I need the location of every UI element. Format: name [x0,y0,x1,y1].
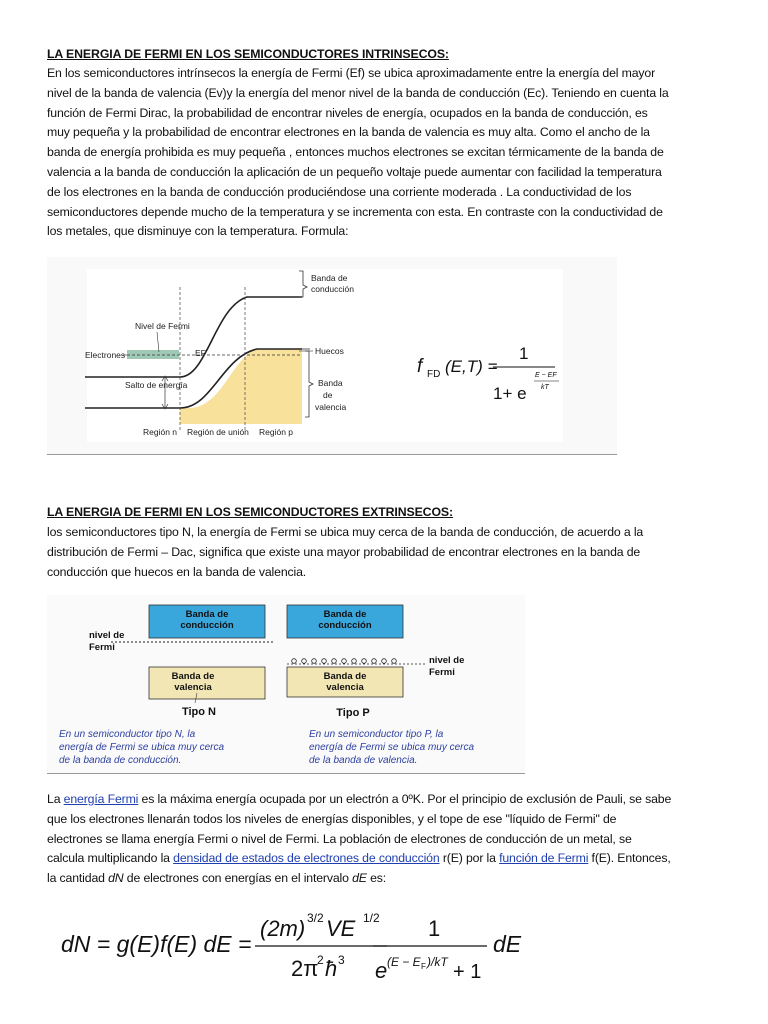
text-span: es la máxima energía ocupada por un electrón a 0ºK. Por el principio de exclusión de Pauli, se sabe [138,792,672,806]
eq-den2-plus: + 1 [453,961,482,983]
label-banda-valencia-1: Banda [318,378,343,388]
eq-num1-rest: VE [326,916,356,941]
text-span: f(E). Entonces, [588,851,671,866]
eq-rhs: dE [493,931,522,957]
caption-p-line: de la banda de valencia. [309,755,418,766]
text-span: La [47,792,64,806]
label-conduction-n-2: conducción [180,620,234,631]
eq-den2-exp: (E − E [387,955,421,969]
paragraph-extrinsecos [47,523,719,582]
label-nivel-fermi-n-1: nivel de [89,630,125,641]
paragraph-line: banda de energía prohibida es muy pequeña , entonces muchos electrones se excitan térmicamente de la banda de [47,145,664,160]
paragraph-intrinsecos [47,64,719,242]
eq-den2-exp-rest: )/kT [427,955,448,969]
paragraph-line: conducción que huecos en la banda de valencia. [47,564,307,579]
label-region-n: Región n [143,427,178,437]
paragraph-line: distribución de Fermi – Dac, significa que existe una mayor probabilidad de encontrar electrones en la banda de [47,544,641,559]
caption-n-line: En un semiconductor tipo N, la [59,729,196,740]
paragraph-line: de los electrones en la banda de conducción produciéndose una corriente moderada . La conductividad de los [47,184,632,199]
paragraph-line: los semiconductores tipo N, la energía de Fermi se ubica muy cerca de la banda de conducción, de acuerdo a la [47,525,644,539]
label-region-union: Región de unión [187,427,249,437]
paragraph-line: valencia a la banda de conducción la aplicación de un pequeño voltaje puede aumentar con facilidad la temperatura [47,164,662,179]
label-huecos: Huecos [315,346,344,356]
label-banda-valencia-2: de [323,390,333,400]
eq-num2: 1 [428,916,441,941]
eq-den1-exp: 2 [317,953,324,967]
label-tipo-p: Tipo P [336,707,370,719]
eq-num1: (2m) [260,916,306,941]
paragraph-line [47,849,719,869]
fermi-level-pn-figure [47,257,617,455]
formula-subscript: FD [427,369,441,380]
var-dn: dN [108,871,124,886]
caption-p-line: energía de Fermi se ubica muy cerca [309,742,475,753]
band-diagram-svg [47,257,617,454]
label-valence-n-2: valencia [174,682,212,693]
extrinsic-bands-svg [47,595,525,773]
paragraph-line: electrones se llama energía Fermi o nivel de Fermi. La población de electrones de conducción de un metal, se [47,831,632,846]
text-span: es: [366,871,387,886]
text-span: la cantidad [47,871,109,886]
formula-lhs: f [417,356,423,377]
electrons-block [127,350,179,359]
label-conduction-n-1: Banda de [185,609,229,620]
paragraph-line: función de Fermi Dirac, la probabilidad de encontrar niveles de energía, ocupados en la banda de conducción, es [47,105,648,120]
label-conduction-p-2: conducción [318,620,372,631]
paragraph-line: que los electrones llenarán todos los niveles de energías disponibles, y el tope de ese "líquido de Fermi" de [47,811,617,826]
label-tipo-n: Tipo N [181,706,217,718]
eq-num1-rest-exp: 1/2 [363,911,380,925]
section-heading-extrinsecos: LA ENERGIA DE FERMI EN LOS SEMICONDUCTORES EXTRINSECOS: [47,505,454,519]
label-region-p: Región p [259,427,294,437]
paragraph-line: los metales, que disminuye con la temperatura. Formula: [47,224,349,239]
formula-exp-top: E − EF [535,372,557,379]
label-nivel-fermi-p-2: Fermi [429,667,455,678]
electron-count-equation [55,900,575,990]
paragraph-energia-fermi [47,790,719,889]
paragraph-line: muy pequeña y la probabilidad de encontrar electrones en la banda de valencia es muy alta. Como el ancho de la [47,125,650,140]
caption-p-line: En un semiconductor tipo P, la [309,729,444,740]
eq-den1-rest-exp: 3 [338,953,345,967]
eq-den2-exp-sub: F [421,962,426,971]
extrinsic-semiconductor-figure [47,595,525,774]
eq-num1-exp: 3/2 [307,911,324,925]
text-span: calcula multiplicando la [47,851,174,866]
label-conduction-p-1: Banda de [323,609,367,620]
label-electrones: Electrones [85,350,126,360]
label-banda-conduccion-1: Banda de [311,273,348,283]
formula-denominator: 1+ e [493,384,527,403]
paragraph-line: En los semiconductores intrínsecos la energía de Fermi (Ef) se ubica aproximadamente entre la energía del mayor [47,66,656,80]
caption-n-line: energía de Fermi se ubica muy cerca [59,742,225,753]
eq-den1: 2π [291,956,319,981]
text-span: r(E) por la [439,851,500,866]
link-funcion-fermi[interactable]: función de Fermi [499,851,589,866]
paragraph-line [47,790,719,810]
var-de: dE [352,871,367,886]
paragraph-line: nivel de la banda de valencia (Ev)y la energía del menor nivel de la banda de conducción (Ec). Teniendo en cuenta la [47,85,669,100]
label-valence-p-1: Banda de [323,671,367,682]
label-nivel-fermi-p-1: nivel de [429,655,465,666]
link-densidad-estados[interactable]: densidad de estados de electrones de conducción [173,851,440,866]
eq-den1-rest: ħ [325,956,338,981]
formula-numerator: 1 [519,344,529,363]
eq-den2: e [375,958,388,983]
label-banda-conduccion-2: conducción [311,284,355,294]
formula-exp-bottom: kT [541,384,549,391]
formula-args: (E,T) = [445,357,498,376]
link-energia-fermi[interactable]: energía Fermi [63,792,139,806]
label-nivel-fermi: Nivel de Fermi [135,321,190,331]
section-heading-intrinsecos: LA ENERGIA DE FERMI EN LOS SEMICONDUCTORES INTRINSECOS: [47,47,449,61]
label-valence-p-2: valencia [326,682,364,693]
text-span: de electrones con energías en el intervalo [123,871,353,886]
caption-n-line: de la banda de conducción. [59,755,182,766]
label-nivel-fermi-n-2: Fermi [89,642,115,653]
paragraph-line [47,869,719,889]
eq-lhs: dN = g(E)f(E) dE = [61,931,252,957]
label-valence-n-1: Banda de [171,671,215,682]
label-ef: EF [195,348,206,358]
paragraph-line: semiconductores depende mucho de la temperatura y se incrementa con esta. En contraste con la conductividad de [47,204,663,219]
label-banda-valencia-3: valencia [315,402,347,412]
label-salto-energia: Salto de energía [125,380,188,390]
